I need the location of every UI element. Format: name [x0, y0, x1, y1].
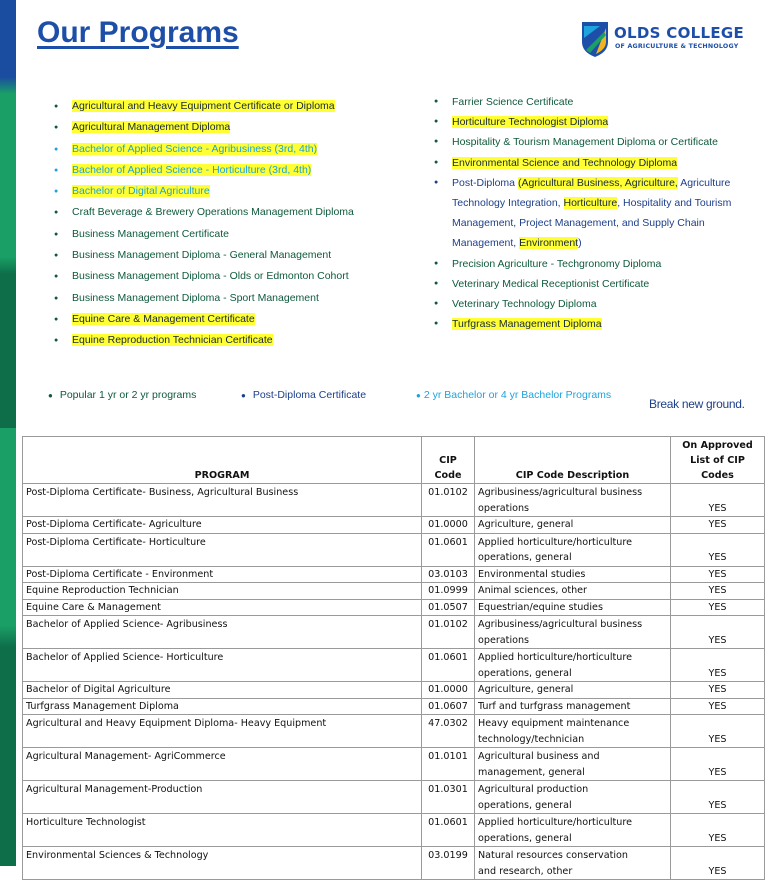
table-row: Equine Reproduction Technician 01.0999 Animal sciences, other YES: [23, 583, 765, 600]
page-title: Our Programs: [37, 16, 239, 49]
program-item: ● Agricultural Management Diploma: [54, 117, 354, 138]
legend-bachelor: ● 2 yr Bachelor or 4 yr Bachelor Programs: [416, 389, 612, 401]
table-row: Post-Diploma Certificate- Horticulture 01.0601 Applied horticulture/horticulture operations, general YES: [23, 533, 765, 566]
navy-dot-icon: ●: [241, 391, 246, 400]
programs-list-left: [54, 96, 354, 352]
program-item-post-diploma: ● Post-Diploma (Agricultural Business, Agriculture, Agriculture Technology Integration, Horticulture, Hospitality and Tourism Management, Project Management, and Supply Chain Management, Environment): [434, 173, 734, 254]
programs-list-right: [434, 92, 734, 334]
table-row: Horticulture Technologist 01.0601 Applied horticulture/horticulture operations, general YES: [23, 814, 765, 847]
program-item: ● Horticulture Technologist Diploma: [434, 112, 734, 132]
program-item: ● Business Management Diploma - Olds or Edmonton Cohort: [54, 266, 354, 287]
table-row: Turfgrass Management Diploma 01.0607 Turf and turfgrass management YES: [23, 698, 765, 715]
table-row: Environmental Sciences & Technology 03.0199 Natural resources conservation and research, other YES: [23, 847, 765, 880]
table-row: Post-Diploma Certificate - Environment 03.0103 Environmental studies YES: [23, 566, 765, 583]
legend-popular: ● Popular 1 yr or 2 yr programs: [48, 389, 197, 401]
program-item: ● Hospitality & Tourism Management Diploma or Certificate: [434, 132, 734, 152]
logo-name: OLDS COLLEGE: [614, 24, 745, 42]
header-description: CIP Code Description: [475, 437, 671, 484]
program-item: ● Veterinary Technology Diploma: [434, 294, 734, 314]
program-item: ● Equine Care & Management Certificate: [54, 309, 354, 330]
program-item: ● Business Management Certificate: [54, 224, 354, 245]
table-header-row: [23, 437, 765, 484]
olds-college-logo: [580, 20, 750, 60]
program-item: ● Bachelor of Applied Science - Agribusiness (3rd, 4th): [54, 139, 354, 160]
program-item: ● Bachelor of Digital Agriculture: [54, 181, 354, 202]
program-item: ● Agricultural and Heavy Equipment Certificate or Diploma: [54, 96, 354, 117]
table-row: Post-Diploma Certificate- Business, Agricultural Business 01.0102 Agribusiness/agricultural business operations YES: [23, 484, 765, 517]
header-program: PROGRAM: [23, 437, 422, 484]
program-item: ● Farrier Science Certificate: [434, 92, 734, 112]
left-color-strip: [0, 428, 16, 866]
cip-code-table: [22, 436, 765, 880]
logo-subtitle: OF AGRICULTURE & TECHNOLOGY: [615, 43, 739, 50]
table-row: Post-Diploma Certificate- Agriculture 01.0000 Agriculture, general YES: [23, 517, 765, 534]
table-row: Agricultural Management- AgriCommerce 01.0101 Agricultural business and management, general YES: [23, 748, 765, 781]
green-dot-icon: ●: [48, 391, 53, 400]
program-item: ● Business Management Diploma - Sport Management: [54, 288, 354, 309]
table-row: Agricultural and Heavy Equipment Diploma- Heavy Equipment 47.0302 Heavy equipment maintenance technology/technician YES: [23, 715, 765, 748]
table-row: Bachelor of Digital Agriculture 01.0000 Agriculture, general YES: [23, 682, 765, 699]
program-item: ● Craft Beverage & Brewery Operations Management Diploma: [54, 202, 354, 223]
program-item: ● Equine Reproduction Technician Certificate: [54, 330, 354, 351]
table-row: Bachelor of Applied Science- Horticulture 01.0601 Applied horticulture/horticulture operations, general YES: [23, 649, 765, 682]
legend-post-diploma: ● Post-Diploma Certificate: [241, 389, 367, 401]
program-item: ● Veterinary Medical Receptionist Certificate: [434, 274, 734, 294]
program-item: ● Turfgrass Management Diploma: [434, 314, 734, 334]
program-item: ● Precision Agriculture - Techgronomy Diploma: [434, 254, 734, 274]
tagline: Break new ground.: [649, 397, 745, 411]
header-approved: On Approved List of CIP Codes: [671, 437, 765, 484]
cyan-dot-icon: ●: [416, 391, 421, 400]
program-item: ● Bachelor of Applied Science - Horticulture (3rd, 4th): [54, 160, 354, 181]
program-item: ● Business Management Diploma - General Management: [54, 245, 354, 266]
left-color-strip: [0, 0, 16, 428]
table-row: Equine Care & Management 01.0507 Equestrian/equine studies YES: [23, 599, 765, 616]
header-cip-code: CIP Code: [422, 437, 475, 484]
table-row: Agricultural Management-Production 01.0301 Agricultural production operations, general YES: [23, 781, 765, 814]
table-row: Bachelor of Applied Science- Agribusiness 01.0102 Agribusiness/agricultural business operations YES: [23, 616, 765, 649]
program-item: ● Environmental Science and Technology Diploma: [434, 153, 734, 173]
shield-logo-icon: [580, 20, 610, 58]
cip-table-section: [0, 428, 768, 877]
programs-slide: [0, 0, 768, 428]
